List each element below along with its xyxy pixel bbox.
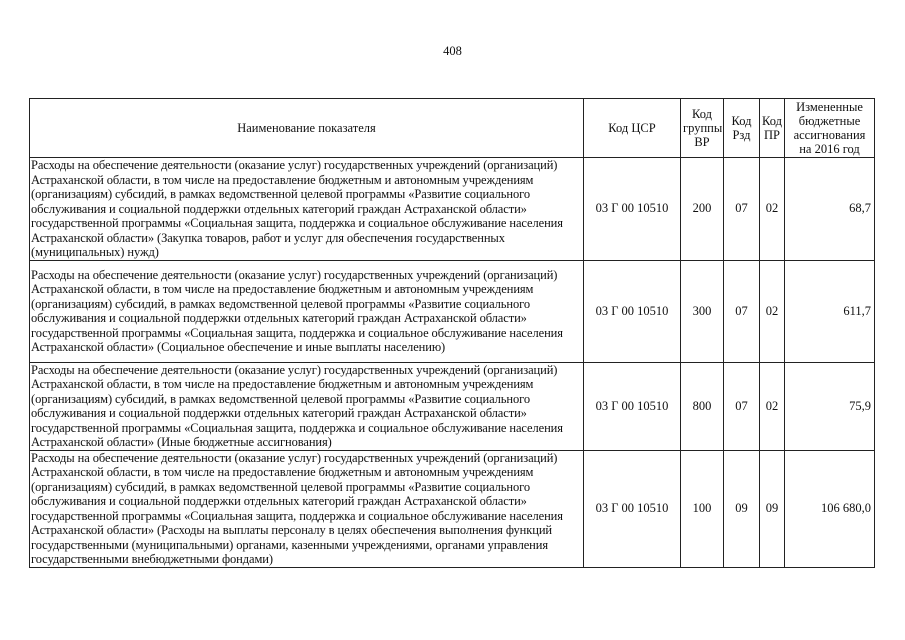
- page-number: 408: [443, 44, 462, 58]
- table-row: [30, 362, 875, 450]
- cell-name: Расходы на обеспечение деятельности (оказание услуг) государственных учреждений (организаций) Астраханской области, в том числе на предоставление бюджетным и автономным учреждениям (организациям) субсидий, в рамках ведомственной целевой программы «Развитие социального обслуживания и социальной поддержки отдельных категорий граждан Астраханской области» государственной программы «Социальная защита, поддержка и социальное обслуживание населения Астраханской области» (Расходы на выплаты персоналу в целях обеспечения выполнения функций государственными (муниципальными) органами, казенными учреждениями, органами управления государственными внебюджетными фондами): [30, 450, 584, 567]
- cell-csr-code: 03 Г 00 10510: [584, 260, 681, 362]
- cell-csr-code: 03 Г 00 10510: [584, 158, 681, 261]
- cell-rzd-code: 07: [724, 260, 760, 362]
- header-rzd-code: Код Рзд: [724, 99, 760, 158]
- cell-amount: 611,7: [785, 260, 875, 362]
- budget-table: [29, 98, 875, 568]
- header-vr-code: Код группы ВР: [681, 99, 724, 158]
- cell-pr-code: 02: [760, 260, 785, 362]
- header-amount: Измененные бюджетные ассигнования на 2016 год: [785, 99, 875, 158]
- cell-csr-code: 03 Г 00 10510: [584, 362, 681, 450]
- table-row: [30, 450, 875, 567]
- cell-vr-code: 100: [681, 450, 724, 567]
- cell-rzd-code: 09: [724, 450, 760, 567]
- cell-rzd-code: 07: [724, 158, 760, 261]
- cell-csr-code: 03 Г 00 10510: [584, 450, 681, 567]
- cell-name: Расходы на обеспечение деятельности (оказание услуг) государственных учреждений (организаций) Астраханской области, в том числе на предоставление бюджетным и автономным учреждениям (организациям) субсидий, в рамках ведомственной целевой программы «Развитие социального обслуживания и социальной поддержки отдельных категорий граждан Астраханской области» государственной программы «Социальная защита, поддержка и социальное обслуживание населения Астраханской области» (Иные бюджетные ассигнования): [30, 362, 584, 450]
- table-row: [30, 260, 875, 362]
- header-pr-code: Код ПР: [760, 99, 785, 158]
- cell-pr-code: 09: [760, 450, 785, 567]
- cell-name: Расходы на обеспечение деятельности (оказание услуг) государственных учреждений (организаций) Астраханской области, в том числе на предоставление бюджетным и автономным учреждениям (организациям) субсидий, в рамках ведомственной целевой программы «Развитие социального обслуживания и социальной поддержки отдельных категорий граждан Астраханской области» государственной программы «Социальная защита, поддержка и социальное обслуживание населения Астраханской области» (Закупка товаров, работ и услуг для обеспечения государственных (муниципальных) нужд): [30, 158, 584, 261]
- cell-vr-code: 800: [681, 362, 724, 450]
- header-name: Наименование показателя: [30, 99, 584, 158]
- cell-name: Расходы на обеспечение деятельности (оказание услуг) государственных учреждений (организаций) Астраханской области, в том числе на предоставление бюджетным и автономным учреждениям (организациям) субсидий, в рамках ведомственной целевой программы «Развитие социального обслуживания и социальной поддержки отдельных категорий граждан Астраханской области» государственной программы «Социальная защита, поддержка и социальное обслуживание населения Астраханской области» (Социальное обеспечение и иные выплаты населению): [30, 260, 584, 362]
- cell-amount: 75,9: [785, 362, 875, 450]
- cell-pr-code: 02: [760, 362, 785, 450]
- cell-amount: 106 680,0: [785, 450, 875, 567]
- table-header-row: [30, 99, 875, 158]
- table-row: [30, 158, 875, 261]
- header-csr-code: Код ЦСР: [584, 99, 681, 158]
- cell-amount: 68,7: [785, 158, 875, 261]
- cell-rzd-code: 07: [724, 362, 760, 450]
- cell-vr-code: 300: [681, 260, 724, 362]
- cell-vr-code: 200: [681, 158, 724, 261]
- cell-pr-code: 02: [760, 158, 785, 261]
